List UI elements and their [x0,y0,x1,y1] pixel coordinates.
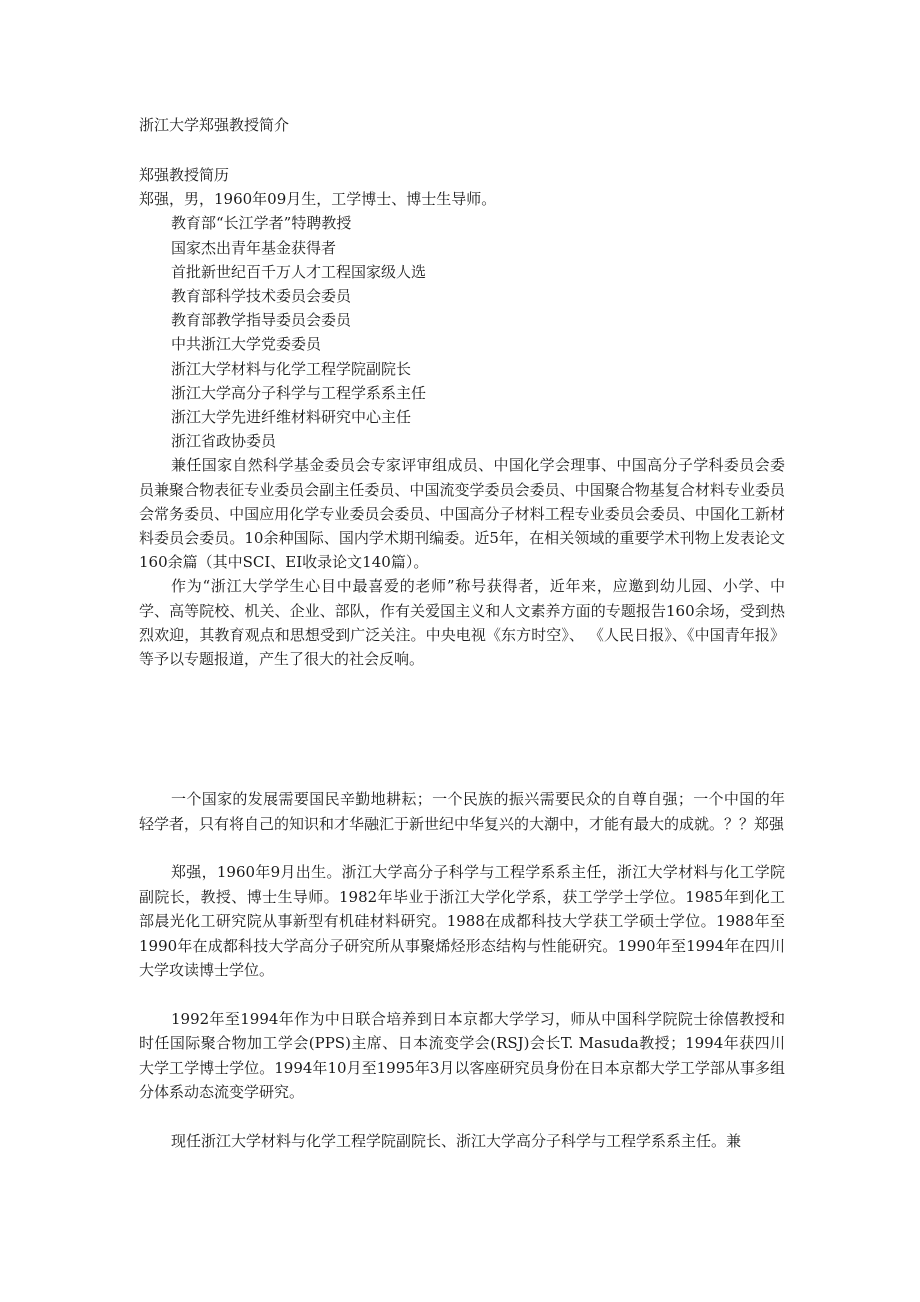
japan-study-paragraph: 1992年至1994年作为中日联合培养到日本京都大学学习，师从中国科学院院士徐僖教授和时任国际聚合物加工学会(PPS)主席、日本流变学会(RSJ)会长T. Masuda教授；1994年获四川大学工学博士学位。1994年10月至1995年3月以客座研究员身份在日本京都大学工学部从事多组分体系动态流变学研究。 [139,1009,785,1101]
section-heading: 郑强教授简历 [139,166,230,184]
role-item: 浙江大学先进纤维材料研究中心主任 [171,408,412,427]
paragraph-gap [139,1105,785,1129]
current-position-paragraph: 现任浙江大学材料与化学工程学院副院长、浙江大学高分子科学与工程学系系主任。兼 [171,1131,742,1150]
role-item: 首批新世纪百千万人才工程国家级人选 [171,262,427,281]
role-item: 中共浙江大学党委委员 [171,335,322,354]
biography-section [139,787,785,1153]
role-item: 浙江大学高分子科学与工程学系系主任 [171,383,427,402]
document-title: 浙江大学郑强教授简介 [139,116,290,134]
bio-paragraph: 郑强，1960年9月出生。浙江大学高分子科学与工程学系系主任，浙江大学材料与化工学院副院长，教授、博士生导师。1982年毕业于浙江大学化学系，获工学学士学位。1985年到化工部晨光化工研究院从事新型有机硅材料研究。1988在成都科技大学获工学硕士学位。1988年至1990年在成都科技大学高分子研究所从事聚烯烃形态结构与性能研究。1990年至1994年在四川大学攻读博士学位。 [139,863,785,979]
role-item: 教育部“长江学者”特聘教授 [171,214,352,233]
role-item: 教育部教学指导委员会委员 [171,311,352,330]
role-item: 浙江大学材料与化学工程学院副院长 [171,359,412,378]
paragraph-gap [139,983,785,1007]
intro-line: 郑强，男，1960年09月生，工学博士、博士生导师。 [139,190,497,209]
teacher-paragraph: 作为“浙江大学学生心目中最喜爱的老师”称号获得者，近年来，应邀到幼儿园、小学、中学、高等院校、机关、企业、部队，作有关爱国主义和人文素养方面的专题报告160余场，受到热烈欢迎，其教育观点和思想受到广泛关注。中央电视《东方时空》、 《人民日报》、《中国青年报》等予以专题报道，产生了很大的社会反响。 [139,577,785,669]
paragraph-gap [139,836,785,860]
role-item: 教育部科学技术委员会委员 [171,287,352,306]
quote-paragraph: 一个国家的发展需要国民辛勤地耕耘；一个民族的振兴需要民众的自尊自强；一个中国的年轻学者，只有将自己的知识和才华融汇于新世纪中华复兴的大潮中，才能有最大的成就。？？郑强 [139,790,785,833]
document-page [139,0,785,1302]
resume-section [139,163,785,671]
role-item: 浙江省政协委员 [171,432,277,451]
positions-paragraph: 兼任国家自然科学基金委员会专家评审组成员、中国化学会理事、中国高分子学科委员会委员兼聚合物表征专业委员会副主任委员、中国流变学委员会委员、中国聚合物基复合材料专业委员会常务委员、中国应用化学专业委员会委员、中国高分子材料工程专业委员会委员、中国化工新材料委员会委员。10余种国际、国内学术期刊编委。近5年，在相关领域的重要学术刊物上发表论文160余篇（其中SCI、EI收录论文140篇）。 [139,456,785,572]
role-item: 国家杰出青年基金获得者 [171,238,337,257]
